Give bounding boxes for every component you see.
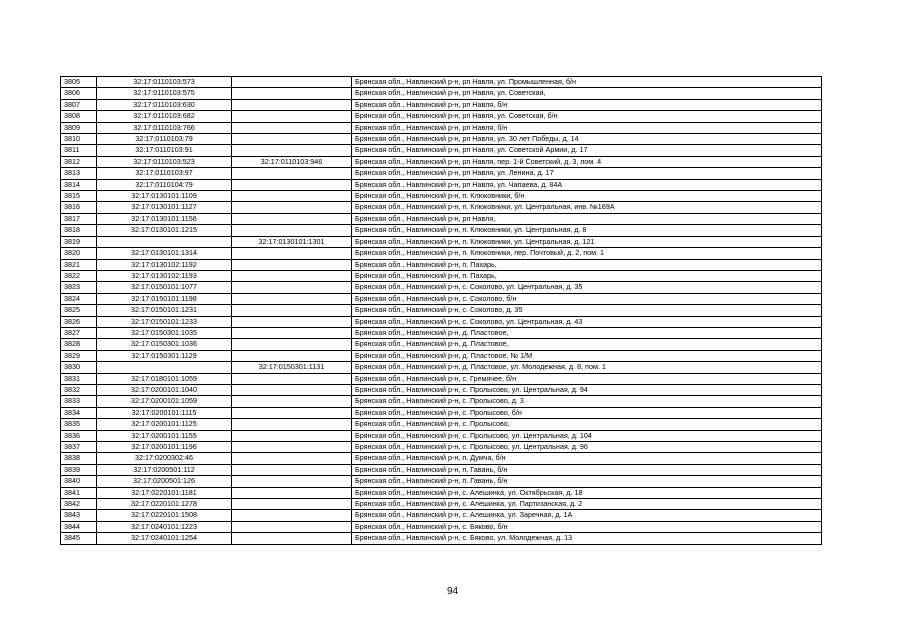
cadastral-number-cell: 32:17:0200501:126 xyxy=(97,476,232,487)
secondary-cadastral-number-cell xyxy=(232,316,352,327)
cadastral-number-cell: 32:17:0110103:630 xyxy=(97,99,232,110)
row-number-cell: 3809 xyxy=(61,122,97,133)
table-row xyxy=(61,191,822,202)
table-row xyxy=(61,122,822,133)
address-cell: Брянская обл., Навлинский р-н, п. Гавань, б/н xyxy=(352,464,822,475)
table-row xyxy=(61,213,822,224)
table-row xyxy=(61,145,822,156)
row-number-cell: 3824 xyxy=(61,293,97,304)
secondary-cadastral-number-cell xyxy=(232,145,352,156)
cadastral-number-cell: 32:17:0180101:1059 xyxy=(97,373,232,384)
table-row xyxy=(61,510,822,521)
table-row xyxy=(61,533,822,544)
cadastral-number-cell: 32:17:0200302:46 xyxy=(97,453,232,464)
address-cell: Брянская обл., Навлинский р-н, п. Клюковники, пер. Почтовый, д. 2, пом. 1 xyxy=(352,248,822,259)
row-number-cell: 3834 xyxy=(61,407,97,418)
address-cell: Брянская обл., Навлинский р-н, д. Пластовое, xyxy=(352,339,822,350)
table-row xyxy=(61,305,822,316)
row-number-cell: 3841 xyxy=(61,487,97,498)
row-number-cell: 3826 xyxy=(61,316,97,327)
address-cell: Брянская обл., Навлинский р-н, с. Пролысово, б/н xyxy=(352,407,822,418)
row-number-cell: 3812 xyxy=(61,156,97,167)
secondary-cadastral-number-cell xyxy=(232,259,352,270)
cadastral-number-cell: 32:17:0240101:1223 xyxy=(97,521,232,532)
secondary-cadastral-number-cell xyxy=(232,476,352,487)
row-number-cell: 3843 xyxy=(61,510,97,521)
secondary-cadastral-number-cell xyxy=(232,270,352,281)
address-cell: Брянская обл., Навлинский р-н, п. Думча, б/н xyxy=(352,453,822,464)
address-cell: Брянская обл., Навлинский р-н, рп Навля, б/н xyxy=(352,122,822,133)
cadastral-number-cell: 32:17:0110103:766 xyxy=(97,122,232,133)
row-number-cell: 3845 xyxy=(61,533,97,544)
cadastral-number-cell: 32:17:0110103:91 xyxy=(97,145,232,156)
cadastral-number-cell: 32:17:0150301:1035 xyxy=(97,327,232,338)
row-number-cell: 3817 xyxy=(61,213,97,224)
secondary-cadastral-number-cell xyxy=(232,293,352,304)
table-row xyxy=(61,396,822,407)
cadastral-number-cell: 32:17:0200501:112 xyxy=(97,464,232,475)
table-row xyxy=(61,225,822,236)
address-cell: Брянская обл., Навлинский р-н, рп Навля, xyxy=(352,213,822,224)
row-number-cell: 3836 xyxy=(61,430,97,441)
cadastral-number-cell: 32:17:0200101:1155 xyxy=(97,430,232,441)
address-cell: Брянская обл., Навлинский р-н, с. Пролысово, xyxy=(352,419,822,430)
cadastral-number-cell: 32:17:0130101:1215 xyxy=(97,225,232,236)
table-row xyxy=(61,270,822,281)
cadastral-number-cell: 32:17:0110103:575 xyxy=(97,88,232,99)
table-row xyxy=(61,293,822,304)
secondary-cadastral-number-cell xyxy=(232,77,352,88)
row-number-cell: 3825 xyxy=(61,305,97,316)
row-number-cell: 3835 xyxy=(61,419,97,430)
secondary-cadastral-number-cell xyxy=(232,202,352,213)
cadastral-number-cell: 32:17:0200101:1125 xyxy=(97,419,232,430)
secondary-cadastral-number-cell xyxy=(232,430,352,441)
table-row xyxy=(61,350,822,361)
secondary-cadastral-number-cell xyxy=(232,248,352,259)
cadastral-number-cell: 32:17:0200101:1115 xyxy=(97,407,232,418)
row-number-cell: 3814 xyxy=(61,179,97,190)
table-row xyxy=(61,384,822,395)
secondary-cadastral-number-cell: 32:17:0130101:1301 xyxy=(232,236,352,247)
address-cell: Брянская обл., Навлинский р-н, с. Соколово, ул. Центральная, д. 43 xyxy=(352,316,822,327)
address-cell: Брянская обл., Навлинский р-н, рп Навля, ул. Советская, б/н xyxy=(352,111,822,122)
row-number-cell: 3815 xyxy=(61,191,97,202)
row-number-cell: 3842 xyxy=(61,499,97,510)
page-number: 94 xyxy=(446,586,459,597)
secondary-cadastral-number-cell xyxy=(232,487,352,498)
row-number-cell: 3806 xyxy=(61,88,97,99)
table-row xyxy=(61,282,822,293)
table-row xyxy=(61,77,822,88)
address-cell: Брянская обл., Навлинский р-н, д. Пластовое, xyxy=(352,327,822,338)
row-number-cell: 3816 xyxy=(61,202,97,213)
table-row xyxy=(61,407,822,418)
secondary-cadastral-number-cell xyxy=(232,134,352,145)
cadastral-number-cell: 32:17:0110104:79 xyxy=(97,179,232,190)
row-number-cell: 3833 xyxy=(61,396,97,407)
cadastral-number-cell: 32:17:0130101:1127 xyxy=(97,202,232,213)
row-number-cell: 3821 xyxy=(61,259,97,270)
address-cell: Брянская обл., Навлинский р-н, рп Навля, пер. 1-й Советский, д. 3, пом. 4 xyxy=(352,156,822,167)
cadastral-number-cell: 32:17:0200101:1040 xyxy=(97,384,232,395)
row-number-cell: 3810 xyxy=(61,134,97,145)
table-row xyxy=(61,521,822,532)
address-cell: Брянская обл., Навлинский р-н, рп Навля, б/н xyxy=(352,99,822,110)
cadastral-number-cell: 32:17:0110103:573 xyxy=(97,77,232,88)
address-cell: Брянская обл., Навлинский р-н, с. Соколово, д. 35 xyxy=(352,305,822,316)
cadastral-number-cell: 32:17:0150301:1129 xyxy=(97,350,232,361)
address-cell: Брянская обл., Навлинский р-н, с. Пролысово, ул. Центральная, д. 96 xyxy=(352,442,822,453)
address-cell: Брянская обл., Навлинский р-н, с. Пролысово, д. 3 xyxy=(352,396,822,407)
cadastral-number-cell: 32:17:0150101:1233 xyxy=(97,316,232,327)
secondary-cadastral-number-cell xyxy=(232,510,352,521)
row-number-cell: 3819 xyxy=(61,236,97,247)
address-cell: Брянская обл., Навлинский р-н, п. Клюковники, б/н xyxy=(352,191,822,202)
cadastral-number-cell: 32:17:0150101:1077 xyxy=(97,282,232,293)
address-cell: Брянская обл., Навлинский р-н, п. Клюковники, ул. Центральная, д. 8 xyxy=(352,225,822,236)
secondary-cadastral-number-cell xyxy=(232,373,352,384)
cadastral-number-cell: 32:17:0200101:1196 xyxy=(97,442,232,453)
cadastral-number-cell: 32:17:0150101:1198 xyxy=(97,293,232,304)
row-number-cell: 3811 xyxy=(61,145,97,156)
secondary-cadastral-number-cell xyxy=(232,339,352,350)
table-row xyxy=(61,453,822,464)
secondary-cadastral-number-cell xyxy=(232,464,352,475)
row-number-cell: 3813 xyxy=(61,168,97,179)
address-cell: Брянская обл., Навлинский р-н, п. Пахарь, xyxy=(352,259,822,270)
secondary-cadastral-number-cell xyxy=(232,168,352,179)
secondary-cadastral-number-cell xyxy=(232,453,352,464)
row-number-cell: 3820 xyxy=(61,248,97,259)
address-cell: Брянская обл., Навлинский р-н, рп Навля, ул. Чапаева, д. 84А xyxy=(352,179,822,190)
address-cell: Брянская обл., Навлинский р-н, рп Навля, ул. 30 лет Победы, д. 14 xyxy=(352,134,822,145)
row-number-cell: 3839 xyxy=(61,464,97,475)
row-number-cell: 3840 xyxy=(61,476,97,487)
cadastral-number-cell: 32:17:0150301:1036 xyxy=(97,339,232,350)
address-cell: Брянская обл., Навлинский р-н, с. Бяково, ул. Молодежная, д. 13 xyxy=(352,533,822,544)
row-number-cell: 3838 xyxy=(61,453,97,464)
row-number-cell: 3805 xyxy=(61,77,97,88)
address-cell: Брянская обл., Навлинский р-н, с. Алешинка, ул. Октябрьская, д. 18 xyxy=(352,487,822,498)
row-number-cell: 3832 xyxy=(61,384,97,395)
cadastral-number-cell: 32:17:0220101:1278 xyxy=(97,499,232,510)
table-row xyxy=(61,499,822,510)
address-cell: Брянская обл., Навлинский р-н, рп Навля, ул. Советская, xyxy=(352,88,822,99)
table-row xyxy=(61,362,822,373)
secondary-cadastral-number-cell xyxy=(232,350,352,361)
cadastral-number-cell: 32:17:0200101:1059 xyxy=(97,396,232,407)
cadastral-number-cell: 32:17:0130101:1109 xyxy=(97,191,232,202)
table-row xyxy=(61,316,822,327)
table-row xyxy=(61,88,822,99)
table-row xyxy=(61,419,822,430)
table-row xyxy=(61,248,822,259)
row-number-cell: 3818 xyxy=(61,225,97,236)
table-row xyxy=(61,236,822,247)
secondary-cadastral-number-cell xyxy=(232,305,352,316)
address-cell: Брянская обл., Навлинский р-н, рп Навля, ул. Промышленная, б/н xyxy=(352,77,822,88)
address-cell: Брянская обл., Навлинский р-н, рп Навля, ул. Ленина, д. 17 xyxy=(352,168,822,179)
address-cell: Брянская обл., Навлинский р-н, с. Пролысово, ул. Центральная, д. 94 xyxy=(352,384,822,395)
cadastral-number-cell: 32:17:0130102:1193 xyxy=(97,270,232,281)
secondary-cadastral-number-cell xyxy=(232,396,352,407)
row-number-cell: 3830 xyxy=(61,362,97,373)
address-cell: Брянская обл., Навлинский р-н, д. Пластовое, ул. Молодежная, д. 8, пом. 1 xyxy=(352,362,822,373)
secondary-cadastral-number-cell: 32:17:0150301:1131 xyxy=(232,362,352,373)
table-row xyxy=(61,134,822,145)
table-row xyxy=(61,259,822,270)
cadastral-number-cell: 32:17:0130102:1192 xyxy=(97,259,232,270)
secondary-cadastral-number-cell xyxy=(232,111,352,122)
row-number-cell: 3837 xyxy=(61,442,97,453)
secondary-cadastral-number-cell xyxy=(232,191,352,202)
cadastral-number-cell xyxy=(97,236,232,247)
table-row xyxy=(61,179,822,190)
address-cell: Брянская обл., Навлинский р-н, п. Пахарь, xyxy=(352,270,822,281)
address-cell: Брянская обл., Навлинский р-н, п. Гавань, б/н xyxy=(352,476,822,487)
secondary-cadastral-number-cell xyxy=(232,88,352,99)
address-cell: Брянская обл., Навлинский р-н, с. Соколово, б/н xyxy=(352,293,822,304)
secondary-cadastral-number-cell xyxy=(232,533,352,544)
row-number-cell: 3822 xyxy=(61,270,97,281)
cadastral-number-cell: 32:17:0130101:1156 xyxy=(97,213,232,224)
cadastral-number-cell: 32:17:0110103:523 xyxy=(97,156,232,167)
secondary-cadastral-number-cell xyxy=(232,179,352,190)
table-row xyxy=(61,168,822,179)
secondary-cadastral-number-cell xyxy=(232,499,352,510)
cadastral-number-cell: 32:17:0240101:1254 xyxy=(97,533,232,544)
secondary-cadastral-number-cell xyxy=(232,384,352,395)
address-cell: Брянская обл., Навлинский р-н, п. Клюковники, ул. Центральная, д. 121 xyxy=(352,236,822,247)
address-cell: Брянская обл., Навлинский р-н, с. Бяково, б/н xyxy=(352,521,822,532)
address-cell: Брянская обл., Навлинский р-н, с. Пролысово, ул. Центральная, д. 104 xyxy=(352,430,822,441)
table-row xyxy=(61,476,822,487)
secondary-cadastral-number-cell xyxy=(232,419,352,430)
cadastral-number-cell: 32:17:0130101:1314 xyxy=(97,248,232,259)
cadastral-number-cell: 32:17:0220101:1181 xyxy=(97,487,232,498)
secondary-cadastral-number-cell xyxy=(232,99,352,110)
secondary-cadastral-number-cell xyxy=(232,213,352,224)
cadastral-number-cell: 32:17:0150101:1231 xyxy=(97,305,232,316)
row-number-cell: 3829 xyxy=(61,350,97,361)
table-row xyxy=(61,373,822,384)
secondary-cadastral-number-cell xyxy=(232,521,352,532)
address-cell: Брянская обл., Навлинский р-н, рп Навля, ул. Советской Армии, д. 17 xyxy=(352,145,822,156)
table-row xyxy=(61,202,822,213)
address-cell: Брянская обл., Навлинский р-н, с. Алешинка, ул. Партизанская, д. 2 xyxy=(352,499,822,510)
secondary-cadastral-number-cell xyxy=(232,407,352,418)
table-row xyxy=(61,339,822,350)
address-cell: Брянская обл., Навлинский р-н, с. Гремячее, б/н xyxy=(352,373,822,384)
address-cell: Брянская обл., Навлинский р-н, с. Алешинка, ул. Заречная, д. 1А xyxy=(352,510,822,521)
table-row xyxy=(61,464,822,475)
cadastral-number-cell: 32:17:0110103:97 xyxy=(97,168,232,179)
row-number-cell: 3823 xyxy=(61,282,97,293)
address-cell: Брянская обл., Навлинский р-н, п. Клюковники, ул. Центральная, инв. №169А xyxy=(352,202,822,213)
row-number-cell: 3827 xyxy=(61,327,97,338)
address-cell: Брянская обл., Навлинский р-н, с. Соколово, ул. Центральная, д. 35 xyxy=(352,282,822,293)
secondary-cadastral-number-cell xyxy=(232,122,352,133)
row-number-cell: 3844 xyxy=(61,521,97,532)
row-number-cell: 3807 xyxy=(61,99,97,110)
table-row xyxy=(61,99,822,110)
cadastral-number-cell xyxy=(97,362,232,373)
cadastral-number-cell: 32:17:0220101:1508 xyxy=(97,510,232,521)
registry-table xyxy=(60,76,822,545)
table-row xyxy=(61,111,822,122)
cadastral-number-cell: 32:17:0110103:682 xyxy=(97,111,232,122)
registry-table-body xyxy=(61,77,822,545)
table-row xyxy=(61,156,822,167)
secondary-cadastral-number-cell: 32:17:0110103:946 xyxy=(232,156,352,167)
table-row xyxy=(61,430,822,441)
secondary-cadastral-number-cell xyxy=(232,282,352,293)
secondary-cadastral-number-cell xyxy=(232,225,352,236)
table-row xyxy=(61,442,822,453)
row-number-cell: 3831 xyxy=(61,373,97,384)
secondary-cadastral-number-cell xyxy=(232,442,352,453)
cadastral-number-cell: 32:17:0110103:79 xyxy=(97,134,232,145)
secondary-cadastral-number-cell xyxy=(232,327,352,338)
table-row xyxy=(61,487,822,498)
row-number-cell: 3828 xyxy=(61,339,97,350)
table-row xyxy=(61,327,822,338)
address-cell: Брянская обл., Навлинский р-н, д. Пластовое, № 1/М xyxy=(352,350,822,361)
row-number-cell: 3808 xyxy=(61,111,97,122)
